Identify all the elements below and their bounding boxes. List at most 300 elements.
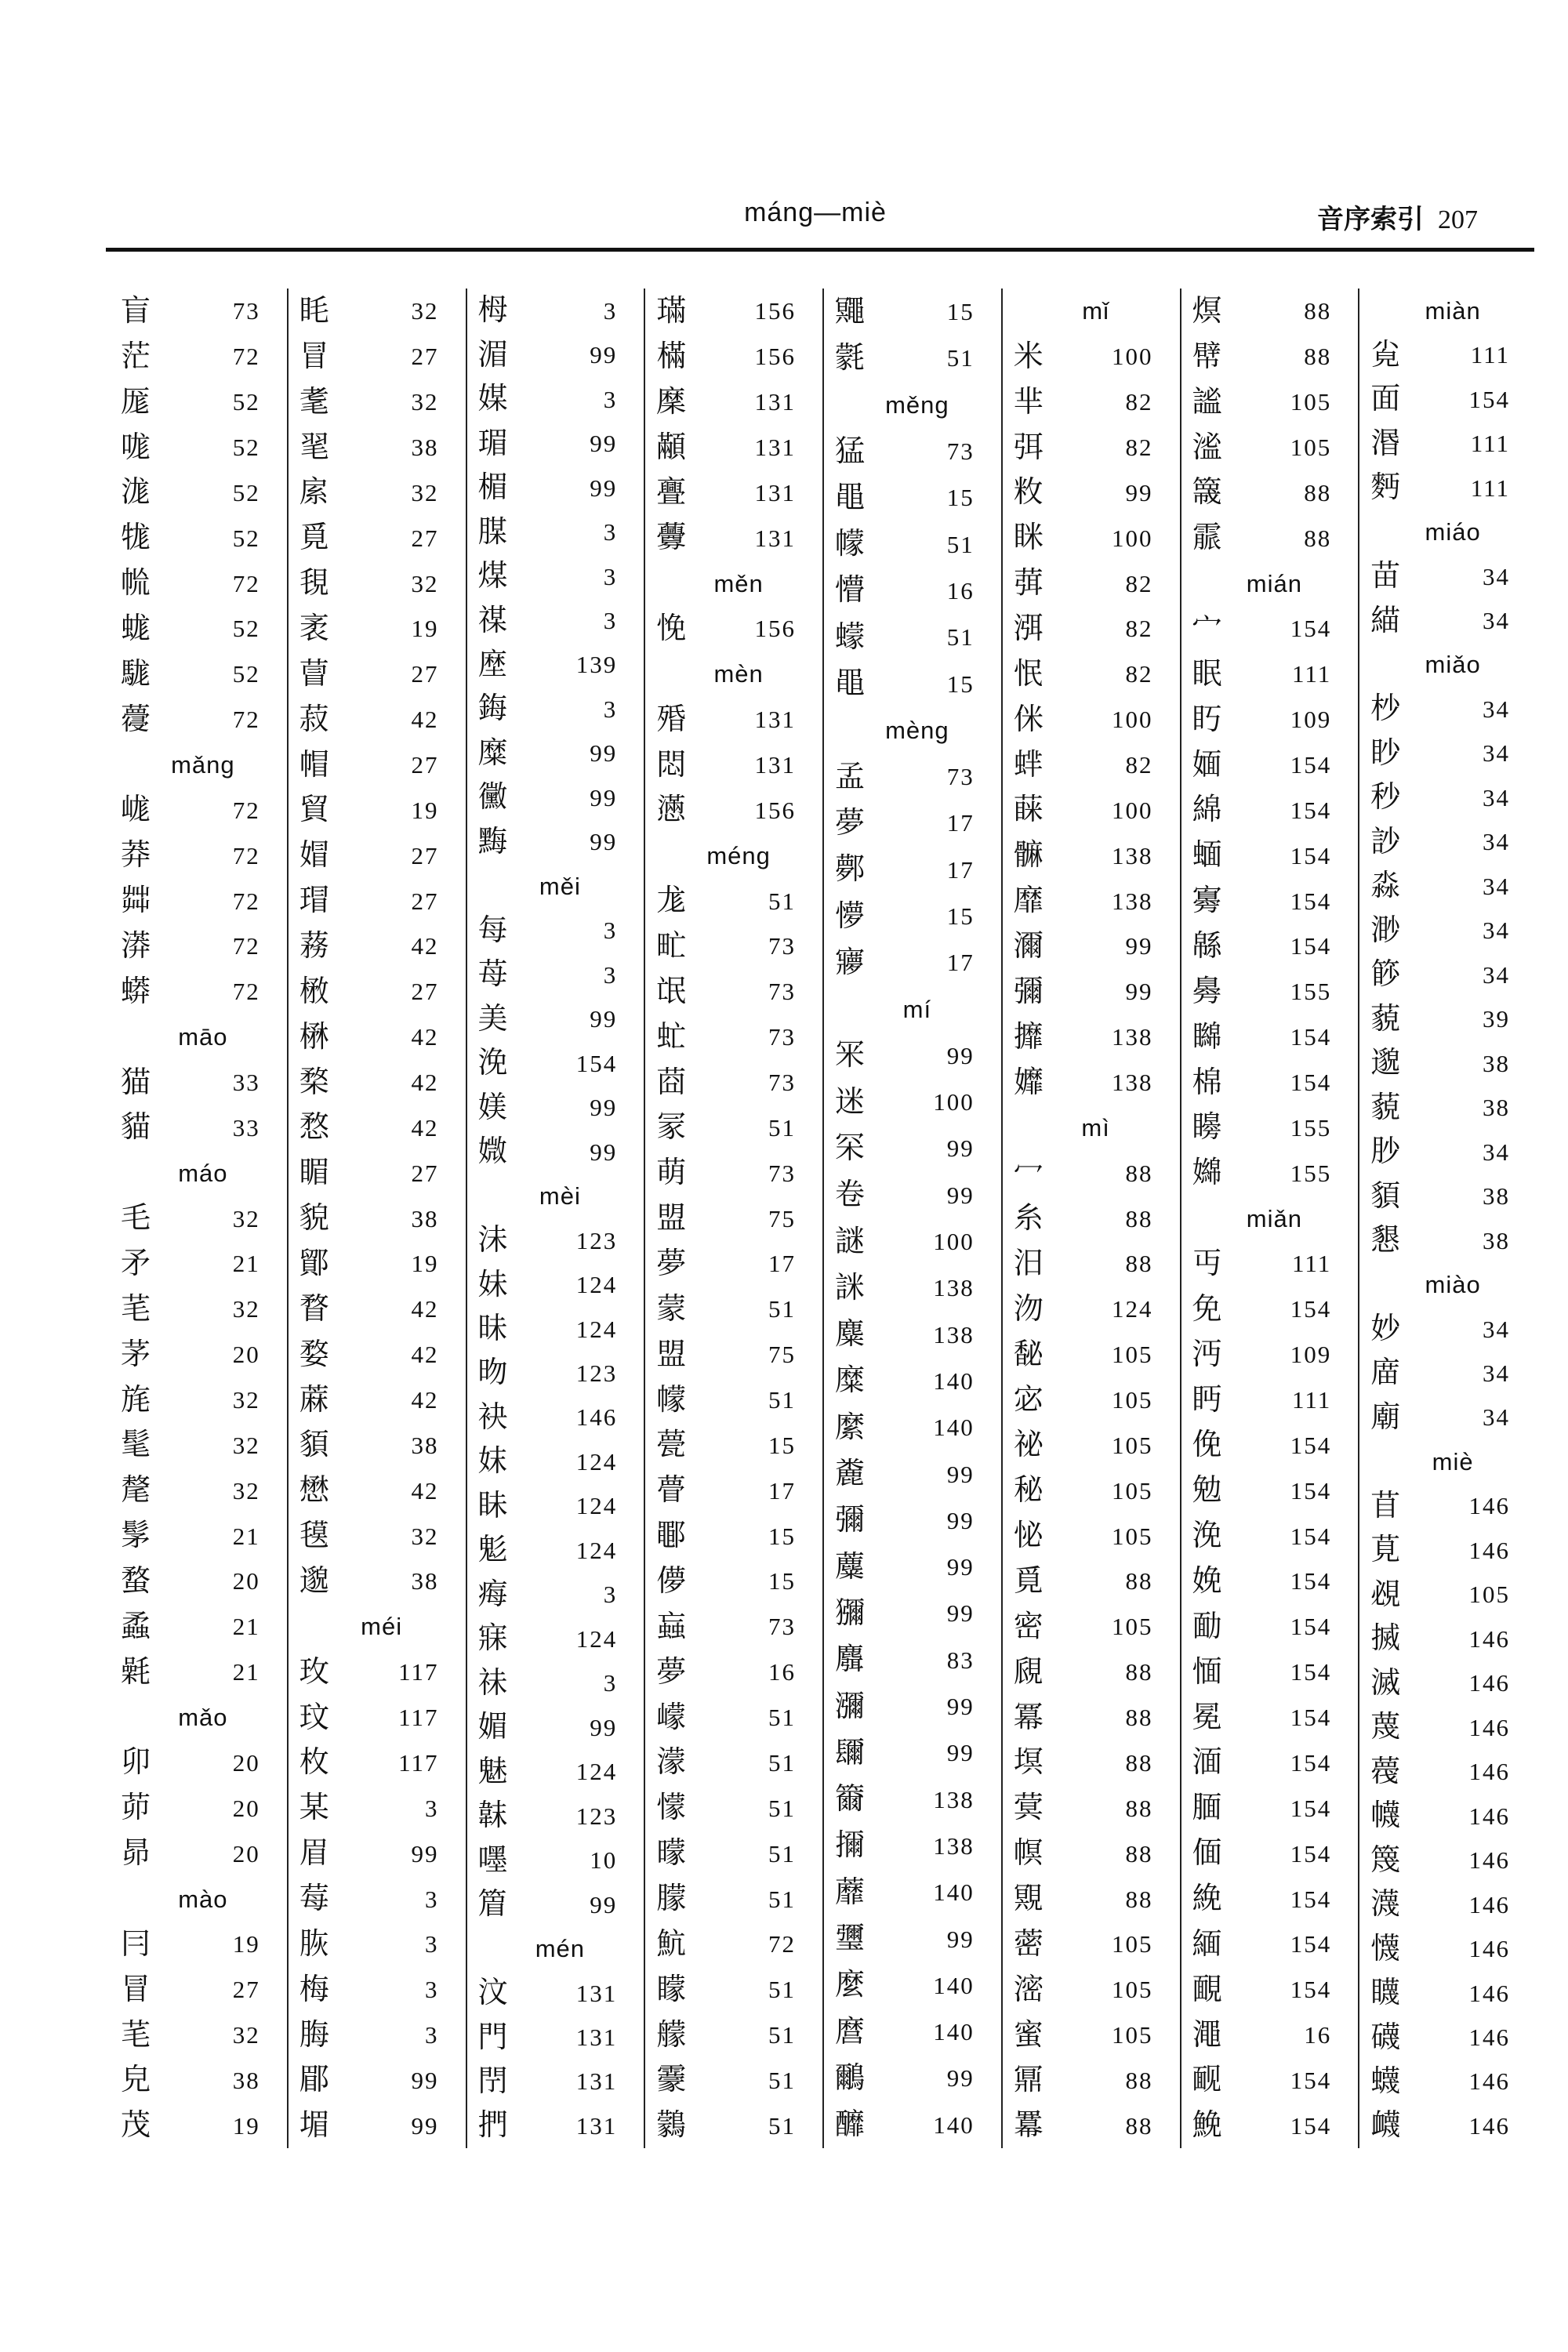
hanzi: 栂	[477, 294, 508, 328]
entry-row	[1359, 1661, 1537, 1705]
entry-row	[289, 1922, 466, 1967]
entry-row	[110, 1105, 287, 1150]
page-ref: 154	[1290, 1476, 1332, 1504]
page-ref: 20	[232, 1748, 260, 1777]
entry-row	[1359, 1617, 1537, 1661]
hanzi: 冒	[299, 339, 329, 373]
page-ref: 138	[933, 1274, 975, 1302]
page-ref: 38	[1483, 1226, 1510, 1254]
hanzi: 昒	[477, 1356, 508, 1390]
entry-row	[1181, 2058, 1359, 2103]
hanzi: 浼	[1192, 1519, 1222, 1553]
entry-row	[1181, 1650, 1359, 1695]
hanzi: 鮸	[1192, 2109, 1222, 2143]
pinyin-header: mào	[178, 1885, 228, 1913]
entry-row	[824, 1962, 1001, 2009]
entry-row	[467, 421, 644, 465]
hanzi: 韎	[477, 1799, 508, 1833]
entry-row	[467, 1882, 644, 1926]
hanzi: 芼	[121, 2018, 151, 2052]
entry-row	[467, 554, 644, 598]
entry-row	[1359, 466, 1537, 510]
entry-row	[645, 1559, 822, 1604]
hanzi: 鄮	[299, 1247, 329, 1280]
entry-row	[1003, 1922, 1180, 1967]
hanzi: 滅	[1370, 1666, 1401, 1700]
entry-row	[110, 1922, 287, 1967]
hanzi: 袤	[299, 612, 329, 645]
page-ref: 105	[1112, 1476, 1153, 1504]
entry-row	[289, 1060, 466, 1105]
page-ref: 82	[1125, 751, 1153, 779]
entry-row	[289, 1377, 466, 1423]
entry-row	[645, 425, 822, 470]
hanzi: 蔤	[1013, 1927, 1044, 1961]
page-ref: 51	[768, 1386, 796, 1414]
hanzi: 莔	[656, 1065, 687, 1099]
pinyin-header: mǎo	[178, 1704, 228, 1732]
pinyin-section-row	[1359, 510, 1537, 554]
entry-row	[110, 1422, 287, 1468]
hanzi: 腜	[477, 515, 508, 549]
page-number: 207	[1438, 205, 1478, 234]
hanzi: 丏	[1192, 1247, 1222, 1280]
hanzi: 嬵	[1192, 1156, 1222, 1190]
page-ref: 146	[1468, 2024, 1510, 2052]
page-ref: 100	[1112, 343, 1153, 371]
entry-row	[1181, 1785, 1359, 1831]
hanzi: 毛	[121, 1202, 151, 1236]
entry-row	[467, 332, 644, 376]
entry-row	[824, 1683, 1001, 1730]
page-ref: 34	[1483, 1138, 1510, 1166]
entry-row	[824, 2102, 1001, 2148]
entry-row	[110, 878, 287, 924]
entry-row	[824, 800, 1001, 846]
entry-row	[289, 652, 466, 697]
page-ref: 99	[946, 1553, 975, 1581]
entry-row	[1359, 997, 1537, 1041]
page-ref: 155	[1290, 978, 1332, 1006]
entry-row	[1181, 1559, 1359, 1604]
entry-row	[1003, 924, 1180, 969]
page-ref: 38	[411, 1567, 439, 1595]
entry-row	[467, 1130, 644, 1174]
page-ref: 138	[1112, 887, 1153, 915]
entry-row	[1003, 1150, 1180, 1196]
entry-row	[645, 1060, 822, 1105]
page-ref: 51	[768, 1704, 796, 1732]
hanzi: 䏚	[1370, 1135, 1401, 1169]
entry-row	[1003, 1876, 1180, 1922]
page-ref: 32	[232, 1431, 260, 1459]
entry-row	[1003, 1014, 1180, 1060]
hanzi: 麪	[1370, 471, 1401, 505]
entry-row	[1359, 687, 1537, 731]
page-ref: 138	[933, 1831, 975, 1860]
entry-row	[1359, 1351, 1537, 1395]
hanzi: 絻	[1192, 1882, 1222, 1915]
hanzi: 澠	[1192, 2018, 1222, 2052]
hanzi: 篃	[477, 1888, 508, 1922]
page-ref: 73	[768, 1159, 796, 1187]
entry-row	[289, 289, 466, 334]
entry-row	[289, 1468, 466, 1513]
entry-row	[824, 1544, 1001, 1590]
entry-row	[645, 1105, 822, 1150]
entry-row	[645, 1967, 822, 2013]
page-ref: 124	[575, 1492, 618, 1520]
entry-row	[289, 697, 466, 742]
hanzi: 鄸	[835, 853, 866, 887]
entry-row	[110, 2013, 287, 2058]
hanzi: 蒙	[656, 1292, 687, 1326]
page-ref: 88	[1125, 1748, 1153, 1777]
hanzi: 蓂	[1013, 1791, 1044, 1825]
hanzi: 嚜	[477, 1843, 508, 1877]
entry-row	[289, 1695, 466, 1740]
hanzi: 髍	[1013, 839, 1044, 873]
hanzi: 枚	[299, 1746, 329, 1780]
entry-row	[645, 2103, 822, 2148]
entry-row	[1181, 1377, 1359, 1423]
hanzi: 覛	[1013, 1655, 1044, 1689]
entry-row	[1003, 515, 1180, 561]
hanzi: 蠓	[835, 620, 866, 654]
page-ref: 154	[1290, 1930, 1332, 1958]
page-ref: 105	[1290, 388, 1332, 416]
hanzi: 楙	[299, 1020, 329, 1054]
page-ref: 154	[1290, 1885, 1332, 1913]
page-ref: 154	[1290, 1794, 1332, 1822]
page-ref: 154	[1290, 796, 1332, 824]
hanzi: 卯	[121, 1746, 151, 1780]
hanzi: 鸍	[835, 2061, 866, 2095]
page-ref: 105	[1112, 1976, 1153, 2004]
page-ref: 124	[575, 1271, 618, 1299]
hanzi: 䫉	[299, 1428, 329, 1462]
hanzi: 馝	[1013, 1338, 1044, 1371]
page-ref: 19	[411, 615, 439, 643]
entry-row	[645, 878, 822, 924]
hanzi: 幎	[1013, 1837, 1044, 1871]
page-ref: 88	[1125, 1159, 1153, 1187]
entry-row	[1359, 820, 1537, 864]
entry-row	[1003, 697, 1180, 742]
hanzi: 閅	[477, 2064, 508, 2098]
entry-row	[1359, 377, 1537, 421]
pinyin-section-row	[645, 833, 822, 878]
entry-row	[289, 742, 466, 788]
entry-row	[1181, 1332, 1359, 1377]
hanzi: 湣	[1370, 426, 1401, 460]
entry-row	[1181, 652, 1359, 697]
page-ref: 83	[946, 1646, 975, 1674]
entry-row	[110, 561, 287, 606]
entry-row	[1181, 1468, 1359, 1513]
page-ref: 34	[1483, 562, 1510, 590]
page-ref: 124	[575, 1536, 618, 1564]
entry-row	[1181, 2103, 1359, 2148]
hanzi: 密	[1013, 1610, 1044, 1643]
hanzi: 濔	[1013, 929, 1044, 963]
page-ref: 52	[232, 615, 260, 643]
entry-row	[824, 521, 1001, 567]
hanzi: 勔	[1192, 1610, 1222, 1643]
hanzi: 厖	[121, 385, 151, 419]
entry-row	[824, 1450, 1001, 1497]
entry-row	[824, 1637, 1001, 1683]
page-ref: 72	[232, 932, 260, 960]
page-ref: 32	[411, 1522, 439, 1550]
page-ref: 138	[933, 1785, 975, 1813]
page-ref: 15	[768, 1431, 796, 1459]
entry-row	[824, 847, 1001, 893]
page-ref: 117	[398, 1658, 439, 1686]
pinyin-section-row	[1359, 1439, 1537, 1483]
page-ref: 99	[1125, 978, 1153, 1006]
page-ref: 51	[768, 1794, 796, 1822]
entry-row	[645, 1785, 822, 1831]
entry-row	[110, 1604, 287, 1650]
hanzi: 蠛	[1370, 2064, 1401, 2098]
page-ref: 105	[1112, 1522, 1153, 1550]
hanzi: 苜	[1370, 1489, 1401, 1523]
page-ref: 138	[1112, 1023, 1153, 1051]
pinyin-section-row	[1359, 643, 1537, 687]
entry-row	[467, 1617, 644, 1661]
entry-row	[645, 924, 822, 969]
entry-row	[1181, 515, 1359, 561]
entry-row	[1359, 1971, 1537, 2015]
pinyin-section-row	[110, 1695, 287, 1740]
hanzi: 怭	[1013, 1519, 1044, 1553]
page-ref: 88	[1304, 343, 1332, 371]
page-ref: 34	[1483, 828, 1510, 856]
entry-row	[645, 697, 822, 742]
hanzi: 偭	[1192, 1837, 1222, 1871]
page-ref: 51	[768, 887, 796, 915]
page-ref: 100	[933, 1228, 975, 1256]
hanzi: 黽	[835, 481, 866, 514]
page-ref: 34	[1483, 607, 1510, 635]
entry-row	[467, 1218, 644, 1262]
entry-row	[1003, 742, 1180, 788]
entry-row	[645, 334, 822, 379]
page-ref: 33	[232, 1069, 260, 1097]
page-ref: 154	[1290, 1976, 1332, 2004]
page-ref: 131	[754, 706, 796, 734]
page-ref: 38	[1483, 1094, 1510, 1122]
page-ref: 27	[411, 841, 439, 869]
entry-row	[1003, 1513, 1180, 1559]
hanzi: 莧	[1370, 1534, 1401, 1567]
entry-row	[1003, 1785, 1180, 1831]
hanzi: 米	[1013, 339, 1044, 373]
hanzi: 門	[477, 2020, 508, 2054]
pinyin-header: mì	[1081, 1113, 1110, 1142]
pinyin-header: miǎn	[1246, 1204, 1302, 1232]
entry-row	[1359, 2103, 1537, 2147]
entry-row	[1181, 606, 1359, 652]
hanzi: 面	[1370, 383, 1401, 416]
hanzi: 緬	[1192, 1927, 1222, 1961]
page-ref: 73	[232, 297, 260, 325]
hanzi: 邈	[299, 1564, 329, 1598]
entry-row	[110, 1468, 287, 1513]
page-ref: 42	[411, 1386, 439, 1414]
entry-row	[824, 1312, 1001, 1358]
page-ref: 88	[1125, 1794, 1153, 1822]
hanzi: 㠓	[656, 1700, 687, 1734]
hanzi: 盲	[121, 294, 151, 328]
page-ref: 154	[1290, 1069, 1332, 1097]
entry-row	[1181, 924, 1359, 969]
pinyin-section-row	[645, 561, 822, 606]
page-ref: 21	[232, 1522, 260, 1550]
entry-row	[467, 1838, 644, 1882]
entry-row	[645, 969, 822, 1014]
entry-row	[1003, 334, 1180, 379]
entry-row	[467, 1971, 644, 2015]
hanzi: 瓕	[835, 1922, 866, 1956]
hanzi: 宓	[1013, 1383, 1044, 1417]
page-ref: 39	[1483, 1005, 1510, 1033]
entry-row	[1181, 1695, 1359, 1740]
hanzi: 艨	[656, 2018, 687, 2052]
hanzi: 㟌	[121, 793, 151, 827]
page-ref: 34	[1483, 739, 1510, 768]
hanzi: 娩	[1192, 1564, 1222, 1598]
entry-row	[1181, 1876, 1359, 1922]
page-ref: 19	[232, 2111, 260, 2140]
entry-row	[110, 1967, 287, 2013]
hanzi: 邈	[1370, 1047, 1401, 1080]
pinyin-header: měn	[713, 569, 764, 597]
pinyin-section-row	[467, 1174, 644, 1218]
hanzi: 貿	[299, 793, 329, 827]
page-ref: 138	[1112, 841, 1153, 869]
entry-row	[1003, 1650, 1180, 1695]
entry-row	[467, 643, 644, 687]
hanzi: 葞	[1013, 567, 1044, 601]
page-ref: 123	[575, 1802, 618, 1830]
hanzi: 宀	[1192, 612, 1222, 645]
pinyin-header: méi	[361, 1613, 403, 1641]
entry-row	[467, 1307, 644, 1351]
header-right	[1317, 198, 1478, 236]
hanzi: 昧	[477, 1312, 508, 1346]
page-ref: 73	[768, 978, 796, 1006]
hanzi: 眛	[477, 1489, 508, 1523]
hanzi: 禖	[477, 604, 508, 637]
page-ref: 52	[232, 524, 260, 552]
entry-row	[467, 820, 644, 864]
entry-row	[110, 515, 287, 561]
entry-row	[1181, 1604, 1359, 1650]
entry-row	[1359, 1484, 1537, 1528]
hanzi: 懞	[656, 1791, 687, 1825]
hanzi: 冖	[1013, 1156, 1044, 1190]
hanzi: 腼	[1192, 1791, 1222, 1825]
hanzi: 蘉	[121, 702, 151, 736]
entry-row	[289, 1876, 466, 1922]
entry-row	[467, 775, 644, 819]
page-ref: 154	[1290, 1295, 1332, 1323]
entry-row	[289, 878, 466, 924]
page-ref: 3	[603, 607, 618, 635]
hanzi: 眉	[299, 1837, 329, 1871]
page-ref: 111	[1292, 1386, 1332, 1414]
entry-row	[645, 470, 822, 515]
entry-row	[824, 753, 1001, 800]
entry-row	[467, 687, 644, 731]
entry-row	[110, 1740, 287, 1786]
page-ref: 27	[232, 1976, 260, 2004]
hanzi: 鼆	[835, 295, 866, 328]
hanzi: 蝥	[121, 1564, 151, 1598]
entry-row	[110, 969, 287, 1014]
entry-row	[110, 289, 287, 334]
hanzi: 莓	[299, 1882, 329, 1915]
hanzi: 訬	[1370, 825, 1401, 858]
entry-row	[467, 1794, 644, 1838]
entry-row	[110, 1785, 287, 1831]
page-ref: 105	[1112, 1341, 1153, 1369]
page-ref: 105	[1468, 1581, 1510, 1609]
entry-row	[1359, 332, 1537, 376]
hanzi: 綿	[1192, 793, 1222, 827]
entry-row	[1359, 2015, 1537, 2059]
hanzi: 濛	[656, 1746, 687, 1780]
hanzi: 浼	[477, 1047, 508, 1080]
page-ref: 82	[1125, 569, 1153, 597]
hanzi: 釄	[835, 2108, 866, 2142]
entry-row	[645, 1922, 822, 1967]
page-ref: 146	[1468, 2111, 1510, 2140]
entry-row	[110, 1196, 287, 1241]
entry-row	[467, 510, 644, 554]
hanzi: 廟	[1370, 1400, 1401, 1434]
entry-row	[645, 1876, 822, 1922]
hanzi: 魅	[477, 1755, 508, 1788]
entry-row	[1003, 1831, 1180, 1876]
page-ref: 131	[754, 478, 796, 506]
entry-row	[1003, 1695, 1180, 1740]
hanzi: 脢	[299, 2018, 329, 2052]
hanzi: 瑁	[299, 884, 329, 918]
hanzi: 㡃	[121, 567, 151, 601]
entry-row	[1359, 953, 1537, 996]
hanzi: 䀎	[1192, 702, 1222, 736]
pinyin-header: māo	[178, 1023, 228, 1051]
index-column-8	[1359, 289, 1537, 2148]
page-ref: 154	[1290, 1613, 1332, 1641]
page-ref: 15	[768, 1522, 796, 1550]
page-ref: 10	[590, 1846, 618, 1875]
hanzi: 駹	[121, 657, 151, 691]
entry-row	[645, 1196, 822, 1241]
page-ref: 99	[411, 2066, 439, 2094]
page-ref: 42	[411, 932, 439, 960]
page-ref: 3	[603, 695, 618, 723]
hanzi: 眊	[299, 294, 329, 328]
hanzi: 哤	[121, 430, 151, 464]
entry-row	[110, 470, 287, 515]
hanzi: 孟	[835, 760, 866, 793]
page-ref: 20	[232, 1794, 260, 1822]
hanzi: 顢	[656, 430, 687, 464]
